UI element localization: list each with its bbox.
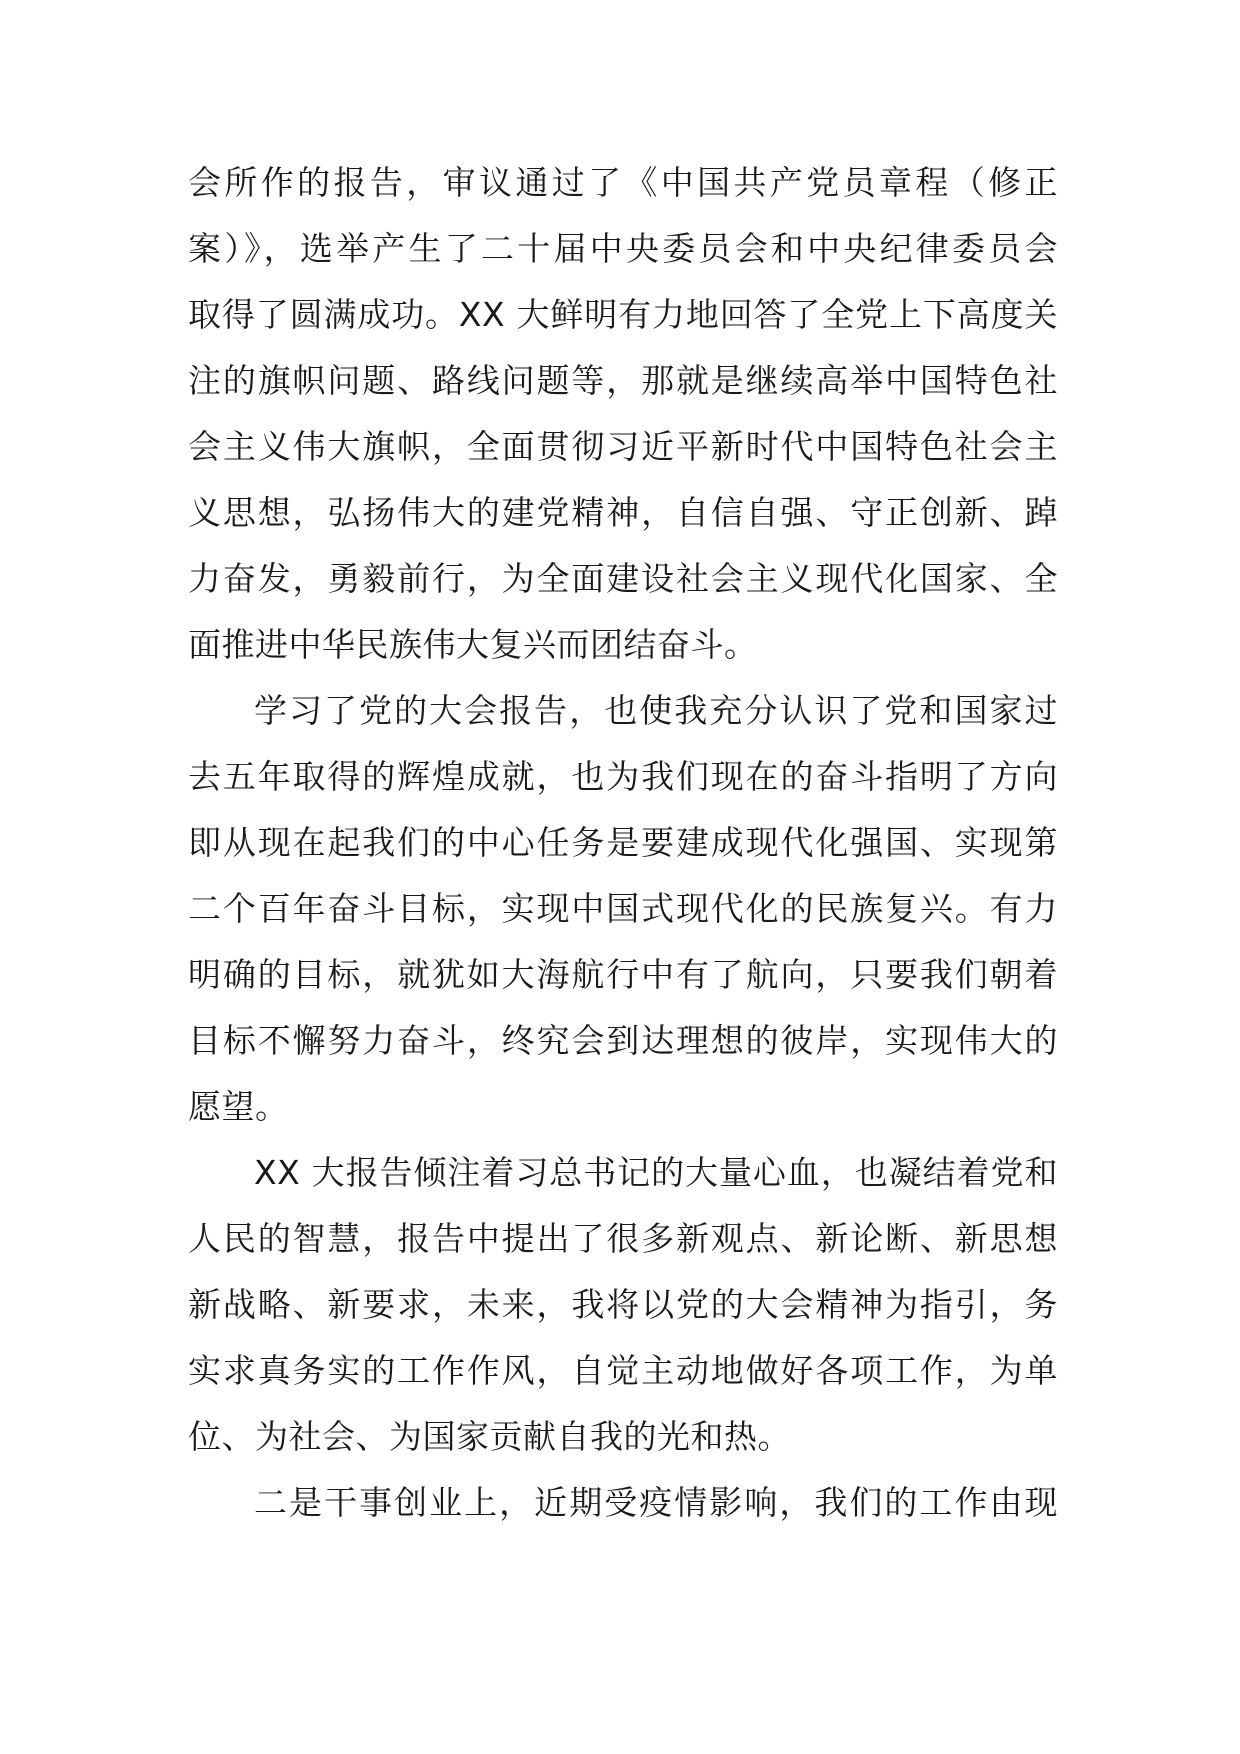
text-line: 力奋发，勇毅前行，为全面建设社会主义现代化国家、全: [188, 559, 1058, 598]
text-line: 会主义伟大旗帜，全面贯彻习近平新时代中国特色社会主: [188, 427, 1058, 466]
text-line: 去五年取得的辉煌成就，也为我们现在的奋斗指明了方向: [188, 757, 1058, 796]
text-line: 目标不懈努力奋斗，终究会到达理想的彼岸，实现伟大的: [188, 1021, 1058, 1060]
text-line: 面推进中华民族伟大复兴而团结奋斗。: [188, 625, 758, 664]
text-line: 会所作的报告，审议通过了《中国共产党员章程（修正: [188, 163, 1058, 202]
text-line: 人民的智慧，报告中提出了很多新观点、新论断、新思想: [188, 1219, 1058, 1258]
text-line: 新战略、新要求，未来，我将以党的大会精神为指引，务: [188, 1285, 1058, 1324]
text-line: 明确的目标，就犹如大海航行中有了航向，只要我们朝着: [188, 955, 1058, 994]
text-line: 注的旗帜问题、路线问题等，那就是继续高举中国特色社: [188, 361, 1058, 400]
body-text: [188, 150, 1058, 1536]
text-line: 位、为社会、为国家贡献自我的光和热。: [188, 1417, 791, 1456]
text-line: 学习了党的大会报告，也使我充分认识了党和国家过: [254, 691, 1058, 730]
text-line: 实求真务实的工作作风，自觉主动地做好各项工作，为单: [188, 1351, 1058, 1390]
text-line: 二是干事创业上，近期受疫情影响，我们的工作由现: [254, 1483, 1058, 1522]
text-line: 愿望。: [188, 1087, 289, 1126]
text-line: 二个百年奋斗目标，实现中国式现代化的民族复兴。有力: [188, 889, 1058, 928]
text-line: 即从现在起我们的中心任务是要建成现代化强国、实现第: [188, 823, 1058, 862]
text-line: 案）》，选举产生了二十届中央委员会和中央纪律委员会: [188, 229, 1058, 268]
text-line: 义思想，弘扬伟大的建党精神，自信自强、守正创新、踔: [188, 493, 1058, 532]
text-line: 取得了圆满成功。XX 大鲜明有力地回答了全党上下高度关: [188, 295, 1058, 334]
text-line: XX 大报告倾注着习总书记的大量心血，也凝结着党和: [254, 1153, 1058, 1192]
